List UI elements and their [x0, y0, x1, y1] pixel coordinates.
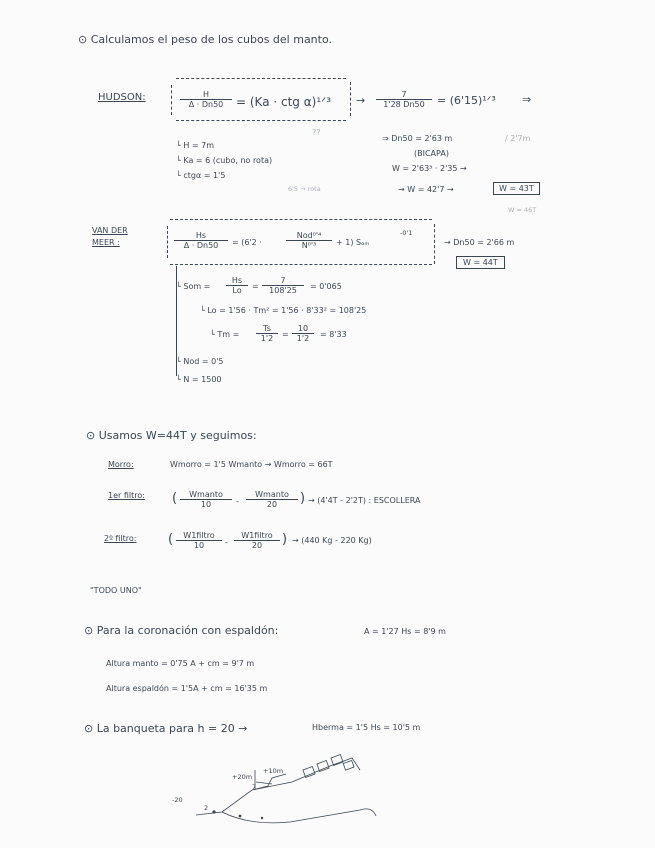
- sketch-base: [222, 809, 376, 823]
- filter2-a-num: W1filtro: [183, 531, 215, 540]
- hudson-eq: = (Ka · ctg α)¹ᐟ³: [236, 95, 332, 109]
- hudson-arrow1: →: [356, 94, 366, 107]
- vdm-frac-den: Δ · Dn50: [174, 240, 228, 250]
- sketch-rock-2: [239, 815, 242, 818]
- filter1-b-den: 20: [246, 499, 298, 509]
- hudson-faint-note: 6'5 → rota: [288, 185, 321, 193]
- vdm-tm-lead: └ Tm =: [210, 330, 240, 339]
- todo-uno: "TODO UNO": [90, 586, 142, 595]
- sketch-block-4: [343, 760, 354, 770]
- filter1-minus: -: [236, 497, 239, 506]
- hudson-weight-result: → W = 42'7 →: [398, 185, 454, 194]
- hudson-weight-faint: W = 46T: [508, 206, 537, 214]
- filter1-b-num: Wmanto: [255, 490, 289, 499]
- hudson-result-dn50: ⇒ Dn50 = 2'63 m: [382, 134, 453, 143]
- filter1-result: → (4'4T - 2'2T) : ESCOLLERA: [308, 496, 421, 505]
- filter1-a-den: 10: [180, 499, 232, 509]
- sketch-block-1: [303, 767, 315, 778]
- filter2-open: (: [168, 532, 174, 547]
- sketch-label-mid: 7: [252, 783, 257, 791]
- hudson-frac-den: Δ · Dn50: [180, 99, 232, 109]
- vdm-n-line: └ N = 1500: [176, 375, 222, 384]
- hudson-question-marks: ??: [312, 128, 321, 137]
- filter2-a-den: 10: [176, 540, 222, 550]
- section3-title: ⊙ Usamos W=44T y seguimos:: [86, 429, 257, 442]
- hudson-result-dn50-faint: / 2'7m: [505, 134, 531, 143]
- vdm-som-lead: └ Som =: [176, 282, 211, 291]
- vdm-result-dn50: → Dn50 = 2'66 m: [444, 238, 515, 247]
- hudson-eq2: = (6'15)¹ᐟ³: [437, 94, 496, 107]
- vdm-som-f2-den: 108'25: [262, 285, 304, 295]
- vdm-tm-result: = 8'33: [320, 330, 347, 339]
- altura-espaldon: Altura espaldón = 1'5A + cm = 16'35 m: [106, 684, 268, 693]
- altura-manto: Altura manto = 0'75 A + cm = 9'7 m: [106, 659, 255, 668]
- hudson-frac2-den: 1'28 Dn50: [376, 99, 432, 109]
- sketch-rock-3: [261, 817, 263, 819]
- filter1-label: 1er filtro:: [108, 491, 145, 500]
- hudson-param-h: └ H = 7m: [176, 141, 215, 150]
- filter2-b-num: W1filtro: [241, 531, 273, 540]
- vdm-tm-f1-den: 1'2: [256, 333, 278, 343]
- sketch-rock-1: [212, 810, 215, 813]
- vdm-weight-box: W = 44T: [456, 256, 505, 269]
- vdm-tm-f1-num: Ts: [263, 324, 271, 333]
- vdm-frac-num: Hs: [195, 231, 207, 240]
- vdm-eq-exp: -0'1: [400, 229, 413, 237]
- filter2-label: 2º filtro:: [104, 534, 137, 543]
- filter2-close: ): [282, 532, 288, 547]
- vdm-tm-f2-num: 10: [297, 324, 309, 333]
- hudson-arrow2: ⇒: [522, 93, 532, 106]
- vdm-nod-den: N⁰'³: [286, 240, 332, 250]
- morro-label: Morro:: [108, 460, 134, 469]
- vdm-som-f2-num: 7: [280, 276, 286, 285]
- hudson-param-ctg: └ ctgα = 1'5: [176, 171, 226, 180]
- hudson-weight-box: W = 43T: [493, 182, 540, 195]
- hudson-bicapa: (BICAPA): [414, 149, 449, 158]
- vdm-eq-b: + 1) Sₒₘ: [336, 238, 370, 247]
- filter2-b-den: 20: [234, 540, 280, 550]
- sketch-label-top: +10m: [263, 767, 284, 775]
- banqueta-hberma: Hberma = 1'5 Hs = 10'5 m: [312, 723, 421, 732]
- vdm-som-result: = 0'065: [310, 282, 342, 291]
- vdm-som-f1-num: Hs: [231, 276, 243, 285]
- vdm-label-2: MEER :: [92, 238, 120, 247]
- section4-title: ⊙ Para la coronación con espaldón:: [84, 624, 279, 637]
- vdm-tm-eq: =: [282, 330, 289, 339]
- vdm-lo-line: └ Lo = 1'56 · Tm² = 1'56 · 8'33² = 108'25: [200, 306, 367, 315]
- filter1-a-num: Wmanto: [189, 490, 223, 499]
- vdm-som-f1-den: Lo: [226, 285, 248, 295]
- filter2-result: → (440 Kg - 220 Kg): [292, 536, 372, 545]
- vdm-nod-num: Nod⁰'⁴: [296, 231, 322, 240]
- hudson-frac2-num: 7: [401, 90, 407, 99]
- filter1-open: (: [172, 491, 178, 506]
- hudson-param-ka: └ Ka = 6 (cubo, no rota): [176, 156, 273, 165]
- vdm-nod-line: └ Nod = 0'5: [176, 357, 224, 366]
- hudson-weight-calc: W = 2'63³ · 2'35 →: [392, 164, 467, 173]
- vdm-eq-a: = (6'2 ·: [232, 238, 262, 247]
- coronacion-a-eq: A = 1'27 Hs = 8'9 m: [364, 627, 446, 636]
- filter2-minus: -: [225, 538, 228, 547]
- morro-text: Wmorro = 1'5 Wmanto → Wmorro = 66T: [170, 460, 333, 469]
- filter1-close: ): [300, 491, 306, 506]
- vdm-label-1: VAN DER: [92, 226, 128, 235]
- hudson-frac-num: H: [202, 90, 209, 99]
- sketch-label-z: 2: [204, 804, 209, 812]
- sketch-block-2: [317, 761, 329, 772]
- vdm-tm-f2-den: 1'2: [292, 333, 314, 343]
- section5-title: ⊙ La banqueta para h = 20 →: [84, 722, 248, 735]
- hudson-label: HUDSON:: [98, 92, 146, 103]
- sketch-label-left: +20m: [232, 773, 253, 781]
- section1-title: ⊙ Calculamos el peso de los cubos del manto.: [78, 33, 333, 46]
- sketch-label-base: -20: [172, 796, 183, 804]
- vdm-som-eq: =: [252, 282, 259, 291]
